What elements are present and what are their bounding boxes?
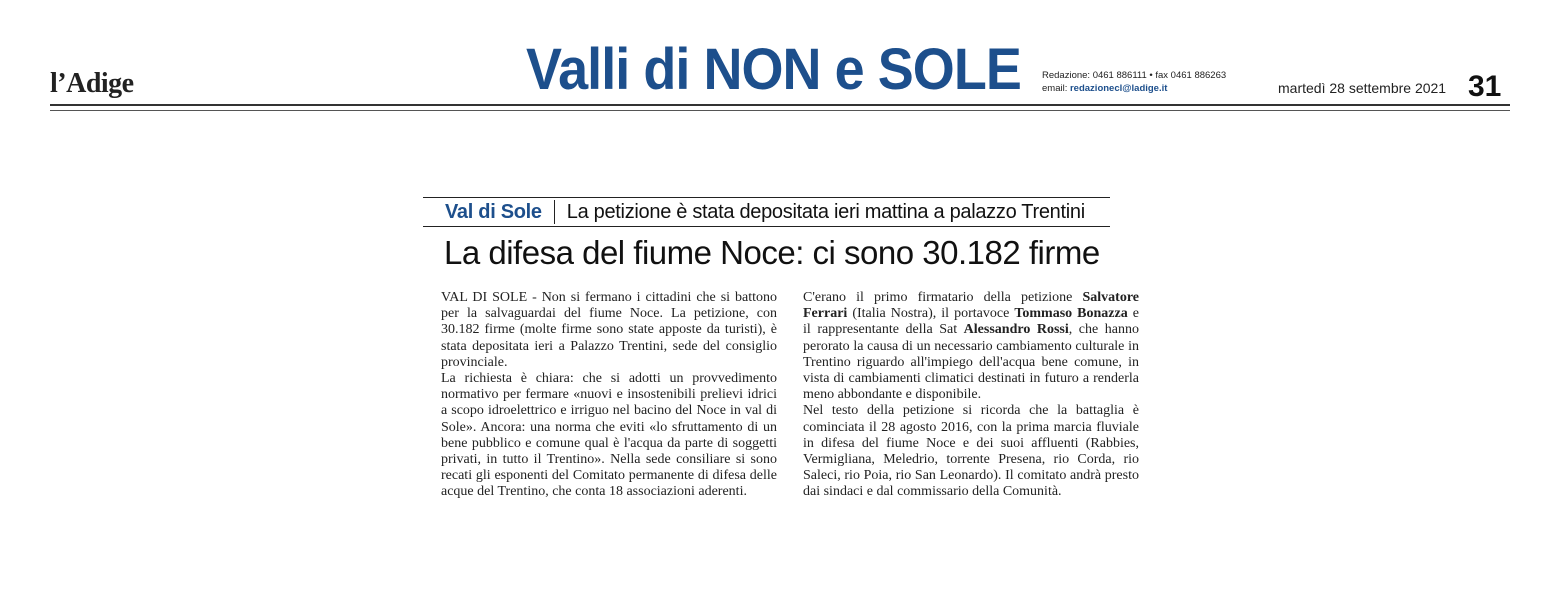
paragraph: Nel testo della petizione si ricorda che la battaglia è cominciata il 28 agosto 2016, con la prima marcia fluviale in difesa del fiume Noce e dei suoi affluenti (Rabbies, Vermigliana, Meledrio, torrente Presena, rio Corda, rio Saleci, rio Poia, rio San Leonardo). Il comitato andrà presto dai sindaci e dal commissario della Comunità. — [803, 403, 1139, 500]
person-name: Alessandro Rossi — [963, 322, 1069, 338]
issue-date: martedì 28 settembre 2021 — [1278, 80, 1447, 96]
header-rule — [50, 104, 1510, 106]
newspaper-logo: l’Adige — [50, 68, 134, 99]
kicker-subtitle: La petizione è stata depositata ieri mattina a palazzo Trentini — [566, 200, 1085, 223]
article-column-2 — [803, 290, 1139, 501]
contact-email-label: email: — [1042, 83, 1070, 94]
kicker-label: Val di Sole — [423, 200, 555, 224]
text-run: , che hanno perorato la causa di un necessario cambiamento culturale in Trentino riguardo all'impiego dell'acqua bene comune, in vista di cambiamenti climatici destinati in futuro a renderla meno abbondante e disponibile. — [803, 322, 1139, 403]
kicker-row — [423, 197, 1110, 227]
contact-email-line — [1042, 82, 1226, 95]
text-run: e il rappresentante della Sat — [803, 306, 1139, 338]
contact-info — [1042, 69, 1226, 95]
article-column-1 — [441, 290, 777, 501]
header-rule-thin — [50, 110, 1510, 111]
contact-phone-fax: Redazione: 0461 886111 • fax 0461 886263 — [1042, 70, 1227, 81]
paragraph — [803, 290, 1139, 403]
page-number: 31 — [1468, 70, 1502, 103]
text-run: C'erano il primo firmatario della petizione — [803, 290, 1083, 305]
paragraph: VAL DI SOLE - Non si fermano i cittadini che si battono per la salvaguardai del fiume Noce. La petizione, con 30.182 firme (molte firme sono state apposte da turisti), è stata depositata ieri a Palazzo Trentini, sede del consiglio provinciale. — [441, 290, 777, 370]
article-headline: La difesa del fiume Noce: ci sono 30.182 firme — [444, 234, 1100, 271]
person-name: Tommaso Bonazza — [1014, 306, 1128, 322]
contact-email: redazionecl@ladige.it — [1069, 83, 1168, 94]
person-name: Salvatore Ferrari — [803, 290, 1139, 322]
text-run: (Italia Nostra), il portavoce — [847, 306, 1015, 322]
section-title: Valli di NON e SOLE — [526, 37, 1021, 102]
paragraph: La richiesta è chiara: che si adotti un provvedimento normativo per fermare «nuovi e insostenibili prelievi idrici a scopo idroelettrico e irriguo nel bacino del Noce in val di Sole». Ancora: una norma che eviti «lo sfruttamento di un bene pubblico e comune qual è l'acqua da parte di soggetti privati, in tutto il Trentino». Nella sede consiliare si sono recati gli esponenti del Comitato permanente di difesa delle acque del Trentino, che conta 18 associazioni aderenti. — [441, 371, 777, 500]
